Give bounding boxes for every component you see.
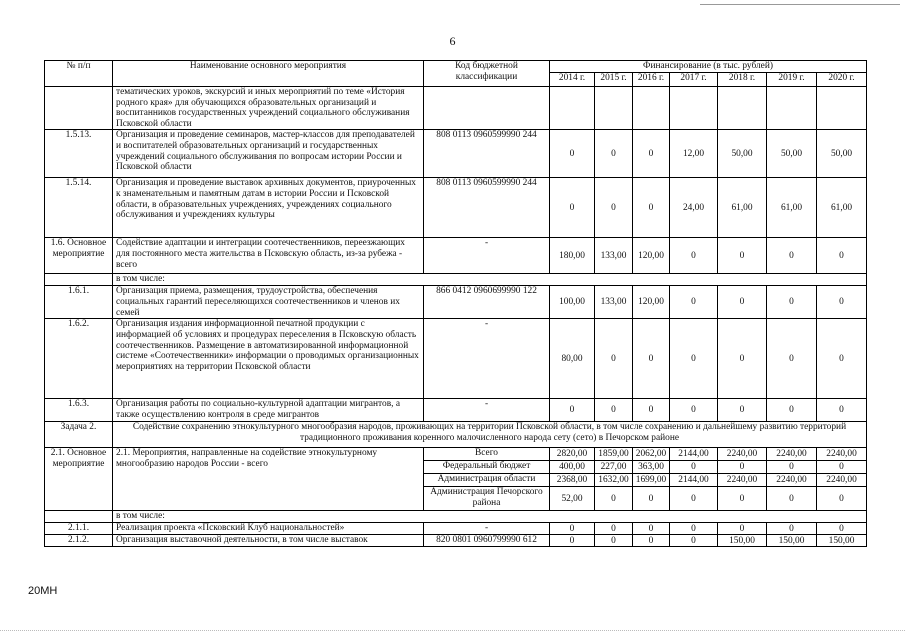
row-value: 363,00	[633, 461, 670, 474]
row-value	[670, 87, 718, 130]
row-value: 0	[767, 238, 817, 274]
row-value: 0	[767, 487, 817, 511]
row-number: 2.1. Основное мероприятие	[45, 448, 113, 511]
row-value: 0	[670, 523, 718, 535]
row-name: в том числе:	[113, 511, 867, 523]
row-value	[595, 87, 633, 130]
header-year: 2019 г.	[767, 73, 817, 87]
row-value: 0	[595, 535, 633, 547]
row-value	[767, 87, 817, 130]
row-value: 2240,00	[817, 448, 867, 461]
row-value: 0	[718, 286, 767, 319]
header-year: 2016 г.	[633, 73, 670, 87]
row-value: 0	[595, 319, 633, 399]
row-value: 0	[817, 238, 867, 274]
row-code: -	[424, 399, 550, 422]
table-row	[45, 87, 867, 130]
row-value: 0	[817, 399, 867, 422]
row-number: 2.1.1.	[45, 523, 113, 535]
row-value: 2240,00	[767, 474, 817, 487]
row-value	[817, 87, 867, 130]
row-value: 100,00	[550, 286, 595, 319]
row-value: 0	[767, 461, 817, 474]
footer-code: 20МН	[28, 585, 58, 597]
table-row	[45, 319, 867, 399]
row-number: 1.6.2.	[45, 319, 113, 399]
row-value: 227,00	[595, 461, 633, 474]
row-name: 2.1. Мероприятия, направленные на содействие этнокультурному многообразию народов России - всего	[113, 448, 424, 511]
row-value: 133,00	[595, 238, 633, 274]
row-name: Реализация проекта «Псковский Клуб национальностей»	[113, 523, 424, 535]
row-value: 150,00	[718, 535, 767, 547]
row-value: 2240,00	[767, 448, 817, 461]
row-value: 1699,00	[633, 474, 670, 487]
row-value: 61,00	[718, 178, 767, 238]
row-value: 0	[718, 399, 767, 422]
row-value: 2144,00	[670, 474, 718, 487]
row-value: 120,00	[633, 238, 670, 274]
row-value: 0	[670, 461, 718, 474]
page-number: 6	[449, 34, 456, 48]
row-value: 150,00	[767, 535, 817, 547]
row-number: 1.6.1.	[45, 286, 113, 319]
row-value	[633, 87, 670, 130]
table-row	[45, 511, 867, 523]
row-name: Организация и проведение семинаров, мастер-классов для преподавателей и воспитателей образовательных организаций и государственных учреждений социального обслуживания по вопросам истории России и Псковской области	[113, 130, 424, 178]
row-value: 1859,00	[595, 448, 633, 461]
row-value: 52,00	[550, 487, 595, 511]
row-value: 0	[670, 319, 718, 399]
row-value: 0	[817, 286, 867, 319]
row-name: Организация работы по социально-культурной адаптации мигрантов, а также осуществлению контроля в среде мигрантов	[113, 399, 424, 422]
row-value: 0	[550, 535, 595, 547]
row-value: 0	[633, 178, 670, 238]
header-year: 2018 г.	[718, 73, 767, 87]
header-num: № п/п	[45, 61, 113, 87]
funding-source-row	[45, 448, 867, 461]
row-name: тематических уроков, экскурсий и иных мероприятий по теме «История родного края» для обучающихся образовательных организаций и воспитанников государственных учреждений социального обслуживания Псковской области	[113, 87, 424, 130]
row-code: 808 0113 0960599990 244	[424, 178, 550, 238]
row-value: 0	[718, 319, 767, 399]
row-value: 0	[817, 461, 867, 474]
row-value: 0	[767, 399, 817, 422]
table-row	[45, 178, 867, 238]
row-name: в том числе:	[113, 274, 867, 286]
table-row	[45, 523, 867, 535]
row-value: 2820,00	[550, 448, 595, 461]
row-code	[424, 87, 550, 130]
table-row	[45, 238, 867, 274]
row-value: 80,00	[550, 319, 595, 399]
financing-table	[44, 60, 867, 547]
row-value: 2062,00	[633, 448, 670, 461]
row-code: 820 0801 0960799990 612	[424, 535, 550, 547]
table-row	[45, 286, 867, 319]
row-value: 0	[767, 319, 817, 399]
row-value: 61,00	[817, 178, 867, 238]
row-value: 50,00	[817, 130, 867, 178]
table-row	[45, 130, 867, 178]
row-value: 0	[670, 238, 718, 274]
row-value: 150,00	[817, 535, 867, 547]
row-value: 0	[767, 523, 817, 535]
row-value: 0	[550, 130, 595, 178]
task-row	[45, 422, 867, 448]
row-number: 1.6. Основное мероприятие	[45, 238, 113, 274]
row-number	[45, 511, 113, 523]
funding-source-label: Администрация Печорского района	[424, 487, 550, 511]
table-row	[45, 535, 867, 547]
row-value: 120,00	[633, 286, 670, 319]
header-code: Код бюджетной классификации	[424, 61, 550, 87]
row-value: 0	[633, 319, 670, 399]
page-bottom-rule	[0, 630, 905, 631]
row-value: 0	[550, 399, 595, 422]
row-number: 1.6.3.	[45, 399, 113, 422]
table-body	[45, 87, 867, 547]
funding-source-label: Федеральный бюджет	[424, 461, 550, 474]
row-code: 808 0113 0960599990 244	[424, 130, 550, 178]
row-code: 866 0412 0960699990 122	[424, 286, 550, 319]
table-row	[45, 399, 867, 422]
row-value: 0	[595, 130, 633, 178]
row-value: 0	[633, 523, 670, 535]
row-number	[45, 274, 113, 286]
row-value: 0	[633, 130, 670, 178]
row-value: 0	[718, 461, 767, 474]
funding-source-label: Всего	[424, 448, 550, 461]
row-number: 1.5.13.	[45, 130, 113, 178]
row-value: 0	[595, 399, 633, 422]
row-name: Организация и проведение выставок архивных документов, приуроченных к знаменательным и памятным датам в истории России и Псковской области, в образовательных учреждениях, учреждениях социального обслуживания и учреждениях культуры	[113, 178, 424, 238]
row-value: 0	[595, 487, 633, 511]
row-value: 50,00	[767, 130, 817, 178]
row-value: 0	[633, 535, 670, 547]
row-value: 0	[718, 238, 767, 274]
row-value: 2144,00	[670, 448, 718, 461]
row-value: 0	[718, 523, 767, 535]
header-year: 2015 г.	[595, 73, 633, 87]
row-number: 1.5.14.	[45, 178, 113, 238]
row-value: 0	[550, 178, 595, 238]
row-number: 2.1.2.	[45, 535, 113, 547]
row-value: 24,00	[670, 178, 718, 238]
row-code: -	[424, 319, 550, 399]
row-name: Организация приема, размещения, трудоустройства, обеспечения социальных гарантий переселяющихся соотечественников и членов их семей	[113, 286, 424, 319]
row-value: 0	[767, 286, 817, 319]
row-code: -	[424, 523, 550, 535]
header-year: 2020 г.	[817, 73, 867, 87]
header-name: Наименование основного мероприятия	[113, 61, 424, 87]
row-name: Организация выставочной деятельности, в том числе выставок	[113, 535, 424, 547]
header-year: 2014 г.	[550, 73, 595, 87]
row-name: Организация издания информационной печатной продукции с информацией об условиях и процедурах переселения в Псковскую область соотечественников. Размещение в автоматизированной информационной системе «Соотечественники» информации о проводимых организационных мероприятиях на территории Псковской области	[113, 319, 424, 399]
row-value: 0	[670, 399, 718, 422]
row-value	[550, 87, 595, 130]
row-value: 0	[670, 535, 718, 547]
row-value: 0	[670, 286, 718, 319]
row-value: 133,00	[595, 286, 633, 319]
row-value: 2240,00	[817, 474, 867, 487]
row-value: 0	[595, 178, 633, 238]
row-value: 0	[670, 487, 718, 511]
row-value: 0	[817, 319, 867, 399]
row-value	[718, 87, 767, 130]
row-value: 61,00	[767, 178, 817, 238]
table-row	[45, 274, 867, 286]
row-value: 0	[817, 487, 867, 511]
row-code: -	[424, 238, 550, 274]
row-value: 0	[550, 523, 595, 535]
row-value: 2368,00	[550, 474, 595, 487]
header-financing: Финансирование (в тыс. рублей)	[550, 61, 867, 73]
row-value: 0	[817, 523, 867, 535]
row-name: Содействие адаптации и интеграции соотечественников, переезжающих для постоянного места жительства в Псковскую область, из-за рубежа - всего	[113, 238, 424, 274]
row-value: 0	[595, 523, 633, 535]
row-value: 2240,00	[718, 448, 767, 461]
row-value: 400,00	[550, 461, 595, 474]
funding-source-label: Администрация области	[424, 474, 550, 487]
row-value: 1632,00	[595, 474, 633, 487]
row-value: 0	[718, 487, 767, 511]
task-text: Содействие сохранению этнокультурного многообразия народов, проживающих на территории Псковской области, в том числе сохранению и дальнейшему развитию территорий традиционного проживания коренного малочисленного народа сету (сето) в Печорском районе	[113, 422, 867, 448]
row-value: 50,00	[718, 130, 767, 178]
row-value: 12,00	[670, 130, 718, 178]
row-value: 2240,00	[718, 474, 767, 487]
task-number: Задача 2.	[45, 422, 113, 448]
page-top-rule	[700, 4, 900, 5]
row-number	[45, 87, 113, 130]
row-value: 0	[633, 399, 670, 422]
row-value: 180,00	[550, 238, 595, 274]
header-year: 2017 г.	[670, 73, 718, 87]
row-value: 0	[633, 487, 670, 511]
